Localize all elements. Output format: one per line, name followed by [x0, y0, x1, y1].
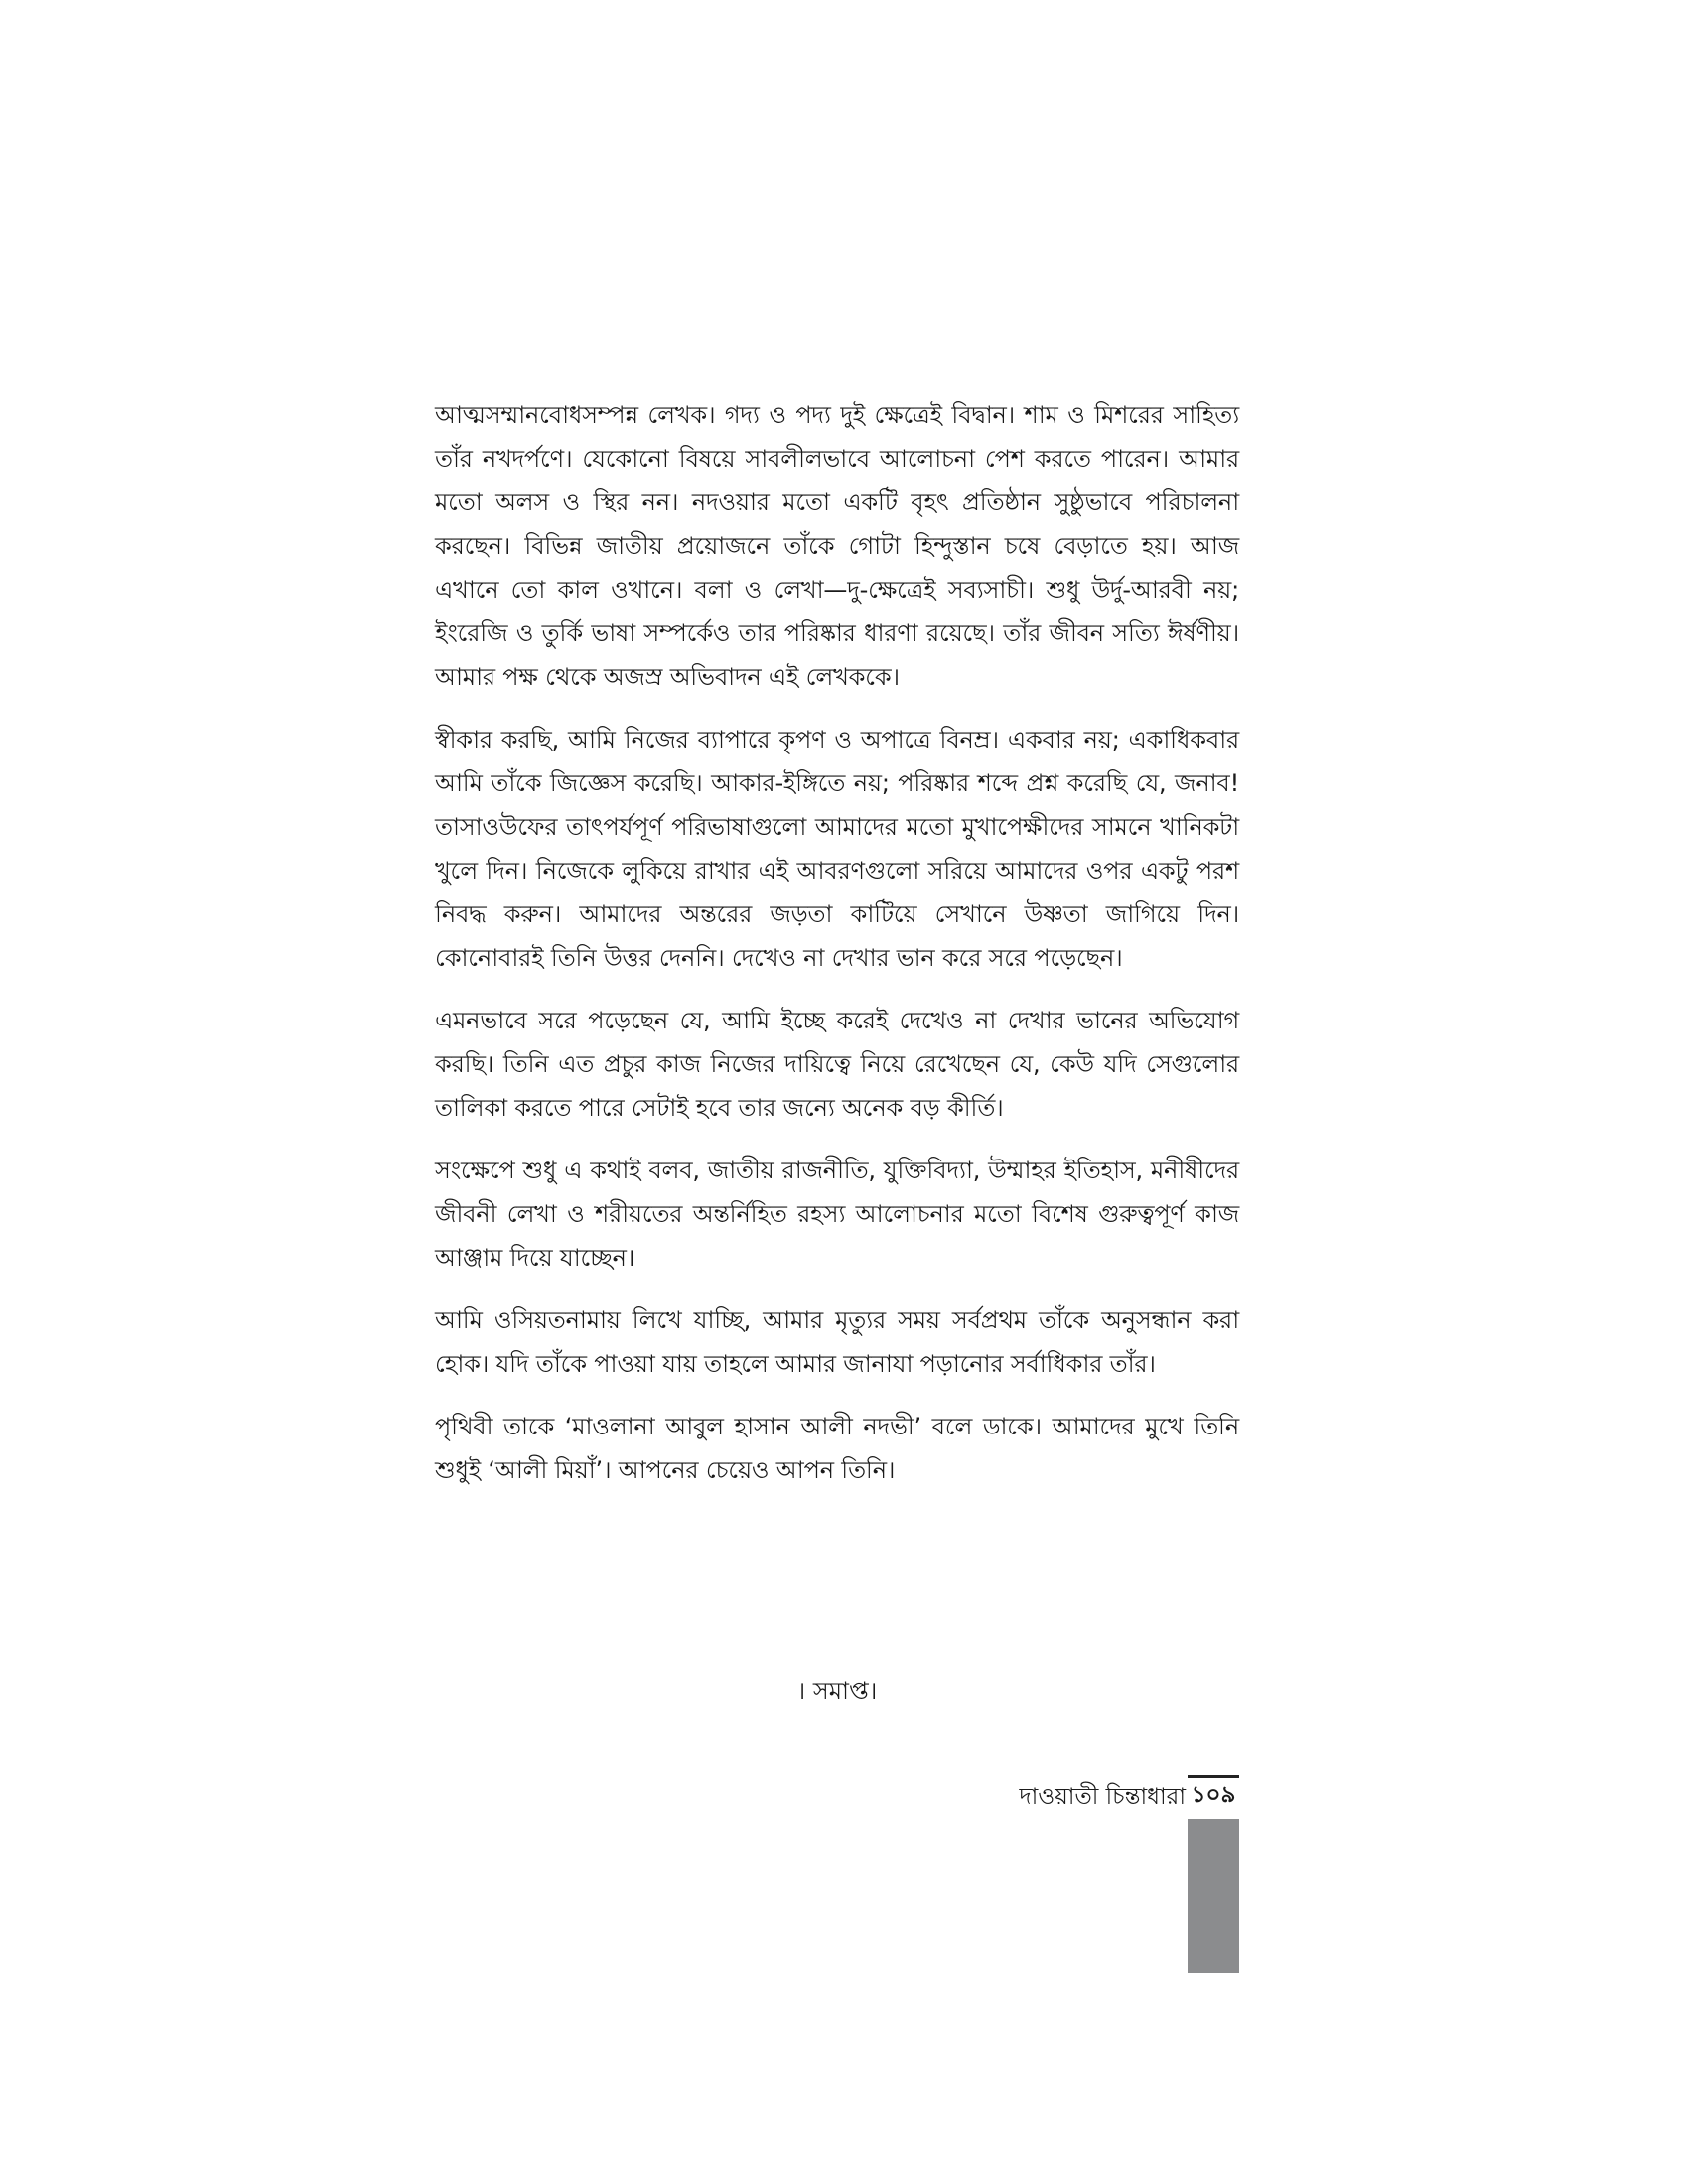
page-number: ১০৯ — [1188, 1775, 1239, 1815]
side-thumb-tab — [1188, 1819, 1239, 1973]
body-paragraph: স্বীকার করছি, আমি নিজের ব্যাপারে কৃপণ ও অপাত্রে বিনম্র। একবার নয়; একাধিকবার আমি তাঁকে জিজ্ঞেস করেছি। আকার-ইঙ্গিতে নয়; পরিষ্কার শব্দে প্রশ্ন করেছি যে, জনাব! তাসাওউফের তাৎপর্যপূর্ণ পরিভাষাগুলো আমাদের মতো মুখাপেক্ষীদের সামনে খানিকটা খুলে দিন। নিজেকে লুকিয়ে রাখার এই আবরণগুলো সরিয়ে আমাদের ওপর একটু পরশ নিবদ্ধ করুন। আমাদের অন্তরের জড়তা কাটিয়ে সেখানে উষ্ণতা জাগিয়ে দিন। কোনোবারই তিনি উত্তর দেননি। দেখেও না দেখার ভান করে সরে পড়েছেন। — [435, 726, 1239, 972]
running-footer-title: দাওয়াতী চিন্তাধারা — [1019, 1784, 1186, 1810]
body-paragraph: আত্মসম্মানবোধসম্পন্ন লেখক। গদ্য ও পদ্য দুই ক্ষেত্রেই বিদ্বান। শাম ও মিশরের সাহিত্য তাঁর নখদর্পণে। যেকোনো বিষয়ে সাবলীলভাবে আলোচনা পেশ করতে পারেন। আমার মতো অলস ও স্থির নন। নদওয়ার মতো একটি বৃহৎ প্রতিষ্ঠান সুষ্ঠুভাবে পরিচালনা করছেন। বিভিন্ন জাতীয় প্রয়োজনে তাঁকে গোটা হিন্দুস্তান চষে বেড়াতে হয়। আজ এখানে তো কাল ওখানে। বলা ও লেখা—দু-ক্ষেত্রেই সব্যসাচী। শুধু উর্দু-আরবী নয়; ইংরেজি ও তুর্কি ভাষা সম্পর্কেও তার পরিষ্কার ধারণা রয়েছে। তাঁর জীবন সত্যি ঈর্ষণীয়। আমার পক্ষ থেকে অজস্র অভিবাদন এই লেখককে। — [435, 401, 1239, 691]
body-paragraph: পৃথিবী তাকে ‘মাওলানা আবুল হাসান আলী নদভী’ বলে ডাকে। আমাদের মুখে তিনি শুধুই ‘আলী মিয়াঁ’। আপনের চেয়েও আপন তিনি। — [435, 1413, 1239, 1484]
end-mark: । সমাপ্ত। — [796, 1677, 878, 1705]
page-body — [435, 393, 1239, 1511]
body-paragraph: এমনভাবে সরে পড়েছেন যে, আমি ইচ্ছে করেই দেখেও না দেখার ভানের অভিযোগ করছি। তিনি এত প্রচুর কাজ নিজের দায়িত্বে নিয়ে রেখেছেন যে, কেউ যদি সেগুলোর তালিকা করতে পারে সেটাই হবে তার জন্যে অনেক বড় কীর্তি। — [435, 1007, 1239, 1122]
body-paragraph: আমি ওসিয়তনামায় লিখে যাচ্ছি, আমার মৃত্যুর সময় সর্বপ্রথম তাঁকে অনুসন্ধান করা হোক। যদি তাঁকে পাওয়া যায় তাহলে আমার জানাযা পড়ানোর সর্বাধিকার তাঁর। — [435, 1306, 1239, 1378]
body-paragraph: সংক্ষেপে শুধু এ কথাই বলব, জাতীয় রাজনীতি, যুক্তিবিদ্যা, উম্মাহর ইতিহাস, মনীষীদের জীবনী লেখা ও শরীয়তের অন্তর্নিহিত রহস্য আলোচনার মতো বিশেষ গুরুত্বপূর্ণ কাজ আঞ্জাম দিয়ে যাচ্ছেন। — [435, 1157, 1239, 1272]
page-footer — [953, 1775, 1239, 1819]
